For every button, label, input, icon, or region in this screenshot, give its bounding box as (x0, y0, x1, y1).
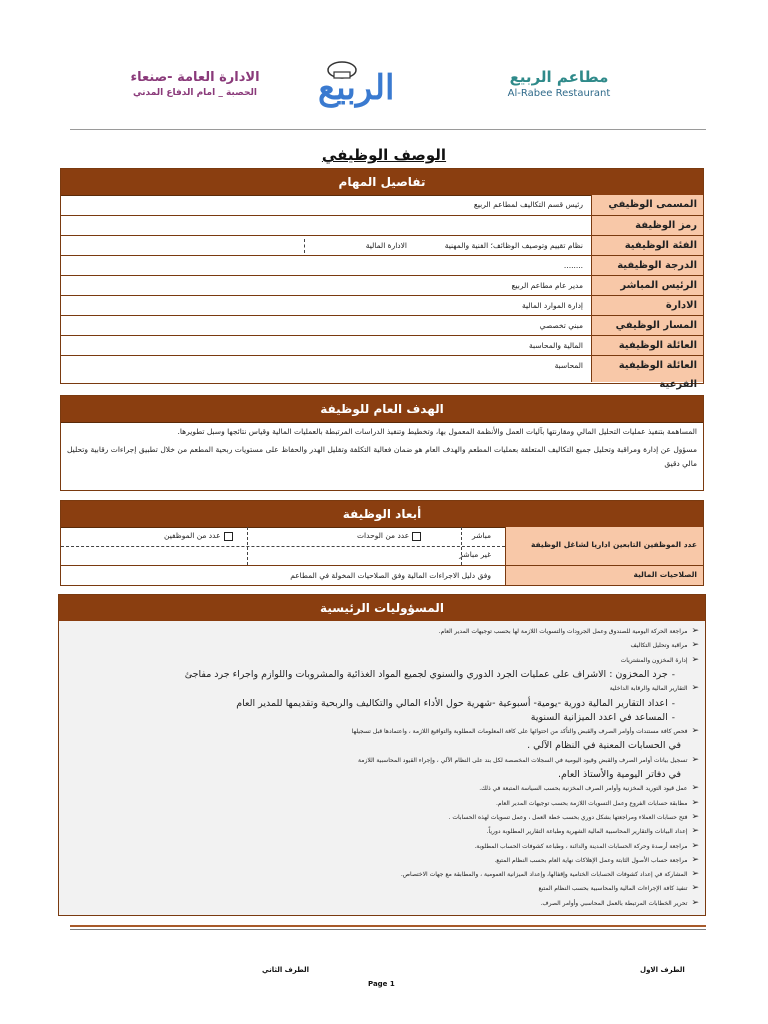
detail-value: مبني تخصصي (539, 321, 583, 330)
arrow-bullet-icon: ➢ (691, 797, 699, 808)
responsibility-text: تحرير الخطابات المرتبطة بالعمل المحاسبي وأوامر الصرف. (540, 899, 688, 907)
dimensions-section (60, 500, 704, 586)
responsibility-item (65, 625, 699, 638)
responsibility-item (65, 782, 699, 795)
detail-row (61, 235, 703, 255)
responsibility-item (65, 882, 699, 895)
arrow-bullet-icon: ➢ (691, 826, 699, 837)
responsibilities-list (59, 621, 705, 915)
dimensions-heading: أبعاد الوظيفة (61, 501, 703, 528)
authority-label-cell (505, 566, 703, 585)
direct-label: مباشر (472, 531, 491, 540)
arrow-bullet-icon: ➢ (691, 683, 699, 694)
arrow-bullet-icon: ➢ (691, 811, 699, 822)
responsibility-item (65, 711, 675, 725)
staff-label: عدد الموظفين التابعين اداريا لشاغل الوظيفة (530, 540, 697, 549)
responsibility-text: عمل قيود التوريد المخزنية وأوامر الصرف المخزنية بحسب السياسة المتبعة في ذلك. (479, 785, 688, 793)
header-divider (70, 129, 706, 130)
responsibility-item (65, 768, 685, 782)
responsibility-item (65, 697, 675, 711)
staff-count-label: عدد من الموظفين (164, 531, 221, 540)
footer-divider-thin (70, 929, 706, 930)
detail-value: إدارة الموارد المالية (521, 301, 583, 310)
arrow-bullet-icon: ➢ (691, 883, 699, 894)
detail-row (61, 195, 703, 215)
responsibility-text: في الحسابات المعنية في النظام الآلي . (527, 740, 681, 752)
detail-label: الادارة (591, 296, 703, 315)
arrow-bullet-icon: ➢ (691, 754, 699, 765)
responsibilities-heading: المسؤوليات الرئيسية (59, 595, 705, 622)
admin-block (110, 70, 280, 98)
details-heading: تفاصيل المهام (61, 169, 703, 196)
admin-address: الحصبة _ امام الدفاع المدني (133, 88, 257, 98)
detail-label: العائلة الوظيفية (591, 336, 703, 355)
party-one-label: الطرف الاول (640, 966, 685, 974)
responsibility-item (65, 868, 699, 881)
dashed-divider (304, 239, 305, 253)
dashed-divider (61, 546, 505, 548)
arrow-bullet-icon: ➢ (691, 726, 699, 737)
authority-label: الصلاحيات المالية (633, 570, 697, 579)
brand-logo (312, 60, 436, 110)
responsibility-item (65, 897, 699, 910)
responsibility-text: إدارة المخزون والمشتريات (620, 656, 688, 664)
dash-bullet-icon: - (671, 712, 675, 723)
responsibility-item (65, 639, 699, 652)
objective-paragraph: المساهمة بتنفيذ عمليات التحليل المالي ومقارنتها بآليات العمل والأنظمة المعمول بها، وتخطيط وتنفيذ الدراسات المرتبطة بالعمليات المالية وقياس نتائجها وسبل تطويرها. (177, 427, 697, 436)
responsibility-text: تنفيذ كافة الإجراءات المالية والمحاسبية بحسب النظام المتبع (538, 885, 688, 893)
responsibility-item (65, 854, 699, 867)
authority-value: وفق دليل الاجراءات المالية وفق الصلاحيات المخولة في المطاعم (290, 571, 491, 580)
responsibility-text: تسجيل بيانات أوامر الصرف والقبض وقيود اليومية في السجلات المخصصة لكل بند على النظام الآلي ، وإجراء القيود المحاسبية اللازمة (358, 756, 688, 764)
detail-value: المالية والمحاسبة (529, 341, 583, 350)
responsibility-text: في دفاتر اليومية والأستاذ العام. (558, 769, 681, 780)
detail-row (61, 215, 703, 235)
staff-checkbox-cell (164, 531, 233, 541)
dash-bullet-icon: - (671, 698, 675, 709)
responsibility-item (65, 739, 685, 753)
detail-label: المسار الوظيفي (591, 316, 703, 335)
arrow-bullet-icon: ➢ (691, 783, 699, 794)
arrow-bullet-icon: ➢ (691, 840, 699, 851)
responsibility-text: فتح حسابات العملاء ومراجعتها بشكل دوري بحسب خطة العمل ، وعمل تسويات لهذه الحسابات . (448, 813, 688, 821)
detail-row (61, 335, 703, 355)
responsibility-item (65, 825, 699, 838)
detail-label: الرئيس المباشر (591, 276, 703, 295)
footer-divider (70, 925, 706, 927)
responsibility-text: مراجعة حساب الأصول الثابتة وعمل الإهلاكات نهاية العام بحسب النظام المتبع. (494, 856, 688, 864)
arrow-bullet-icon: ➢ (691, 640, 699, 651)
detail-row (61, 275, 703, 295)
brand-arabic: مطاعم الربيع (509, 68, 609, 86)
detail-row (61, 315, 703, 335)
logo-text: الربيع (318, 68, 395, 108)
responsibility-text: فحص كافة مستندات وأوامر الصرف والقبض والتأكد من احتوائها على كافة المعلومات المطلوبة والتواقيع اللازمة ، واعتمادها قبل تسجيلها (351, 728, 688, 736)
responsibility-text: مراجعة الحركة اليومية للصندوق وعمل الجرودات والتسويات اللازمة لها بحسب توجيهات المدير العام. (438, 628, 688, 635)
detail-value: ........ (563, 261, 583, 270)
responsibility-item (65, 725, 699, 738)
brand-english: Al-Rabee Restaurant (507, 88, 611, 99)
arrow-bullet-icon: ➢ (691, 869, 699, 880)
responsibility-item (65, 754, 699, 767)
dash-bullet-icon: - (671, 669, 675, 680)
responsibility-item (65, 682, 699, 695)
detail-value: مدير عام مطاعم الربيع (511, 281, 583, 290)
responsibility-item (65, 811, 699, 824)
dashed-divider (461, 527, 462, 565)
responsibility-text: مراقبة وتحليل التكاليف (630, 642, 688, 650)
responsibility-text: جرد المخزون : الاشراف على عمليات الجرد الدوري والسنوي لجميع المواد الغذائية والمشروبات واللوازم واجراء جرد مفاجئ (184, 668, 668, 680)
party-two-label: الطرف الثاني (262, 966, 309, 974)
admin-title: الادارة العامة -صنعاء (130, 70, 260, 85)
objective-section (60, 395, 704, 491)
responsibility-text: المشاركة في إعداد كشوفات الحسابات الختامية وإقفالها، وإعداد الميزانية العمومية ، والمطابقة مع جهات الاختصاص. (400, 871, 688, 879)
units-checkbox[interactable] (412, 532, 421, 541)
details-section (60, 168, 704, 390)
responsibility-item (65, 840, 699, 853)
responsibility-item (65, 654, 699, 667)
detail-label: العائلة الوظيفية الفرعية (591, 356, 703, 382)
units-checkbox-cell (357, 531, 421, 541)
staff-label-cell (505, 527, 703, 565)
detail-value-secondary: الادارة المالية (365, 241, 407, 250)
arrow-bullet-icon: ➢ (691, 897, 699, 908)
responsibility-text: مطابقة حسابات الفروع وعمل التسويات اللازمة بحسب توجيهات المدير العام. (495, 799, 688, 807)
responsibility-text: التقارير المالية والرقابة الداخلية (609, 685, 688, 693)
dashed-divider (247, 527, 248, 565)
units-label: عدد من الوحدات (357, 531, 410, 540)
detail-label: الدرجة الوظيفية (591, 256, 703, 275)
detail-label: رمز الوظيفة (591, 216, 703, 235)
responsibility-item (65, 797, 699, 810)
responsibility-text: مراجعة أرصدة وحركة الحسابات المدينة والدائنة ، وطباعة كشوفات الحساب المطلوبة. (474, 842, 688, 850)
detail-row (61, 355, 703, 390)
responsibility-item (65, 668, 675, 682)
detail-row (61, 255, 703, 275)
responsibilities-section (58, 594, 706, 916)
detail-value: رئيس قسم التكاليف لمطاعم الربيع (473, 200, 583, 209)
arrow-bullet-icon: ➢ (691, 626, 699, 636)
responsibility-text: إعداد البيانات والتقارير المحاسبية المالية الشهرية وطباعة التقارير المطلوبة دورياً. (486, 828, 688, 836)
detail-value: نظام تقييم وتوصيف الوظائف؛ الفنية والمهنية (444, 241, 583, 250)
objective-paragraph: مسؤول عن إدارة ومراقبة وتحليل جميع التكاليف المتعلقة بعمليات المطعم والهدف العام هو ضمان فعالية التكلفة وتقليل الهدر والحفاظ على مستويات ربحية المطعم من خلال تطبيق إجراءات رقابية وتحليل مالي دقيق (67, 445, 697, 468)
responsibility-text: اعداد التقارير المالية دورية -يومية- أسبوعية -شهرية حول الأداء المالي والتكاليف والربحية وتقديمها للمدير العام (236, 697, 668, 709)
staff-checkbox[interactable] (224, 532, 233, 541)
responsibility-text: المساعد في اعدد الميزانية السنوية (530, 711, 668, 723)
arrow-bullet-icon: ➢ (691, 654, 699, 665)
arrow-bullet-icon: ➢ (691, 854, 699, 865)
page-title: الوصف الوظيفي (321, 146, 447, 164)
detail-value: المحاسبة (554, 361, 583, 370)
detail-row (61, 295, 703, 315)
page-number: Page 1 (368, 980, 395, 988)
indirect-label: غير مباشر (459, 550, 491, 559)
objective-heading: الهدف العام للوظيفة (61, 396, 703, 423)
brand-block (484, 68, 634, 99)
detail-label: المسمى الوظيفي (591, 195, 703, 215)
detail-label: الفئة الوظيفية (591, 236, 703, 255)
